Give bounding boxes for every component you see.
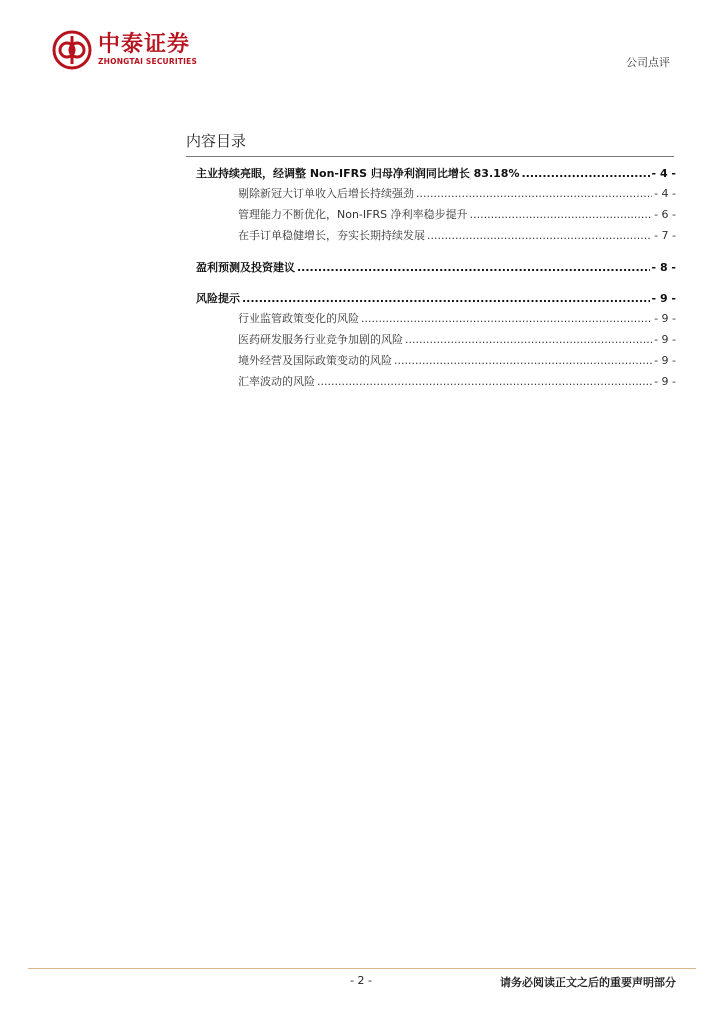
toc-entry-page: - 9 - bbox=[654, 312, 676, 325]
toc-entry-text: 剔除新冠大订单收入后增长持续强劲 bbox=[238, 187, 414, 200]
toc-entry-subsection[interactable] bbox=[196, 331, 676, 352]
report-type-label: 公司点评 bbox=[626, 56, 670, 69]
footer-divider bbox=[28, 968, 696, 969]
toc-entry-text: 医药研发服务行业竞争加剧的风险 bbox=[238, 333, 403, 346]
toc-leader-dots bbox=[361, 312, 652, 325]
toc-entry-text: 盈利预测及投资建议 bbox=[196, 261, 295, 274]
logo-chinese-name: 中泰证券 bbox=[98, 32, 191, 57]
toc-entry-text: 在手订单稳健增长，夯实长期持续发展 bbox=[238, 229, 425, 242]
toc-entry-subsection[interactable] bbox=[196, 185, 676, 206]
toc-entry-text: 主业持续亮眼，经调整 Non-IFRS 归母净利润同比增长 83.18% bbox=[196, 167, 520, 180]
toc-leader-dots bbox=[297, 261, 650, 274]
toc-entry-page: - 9 - bbox=[654, 375, 676, 388]
toc-entry-subsection[interactable] bbox=[196, 352, 676, 373]
toc-entry-page: - 9 - bbox=[651, 292, 676, 305]
company-logo bbox=[52, 30, 197, 70]
toc-leader-dots bbox=[521, 167, 649, 180]
disclaimer-note: 请务必阅读正文之后的重要声明部分 bbox=[500, 976, 676, 989]
toc-entry-text: 行业监管政策变化的风险 bbox=[238, 312, 359, 325]
toc-leader-dots bbox=[416, 187, 652, 200]
toc-entry-page: - 8 - bbox=[651, 261, 676, 274]
toc-entry-subsection[interactable] bbox=[196, 227, 676, 248]
toc-entry-page: - 6 - bbox=[654, 208, 676, 221]
toc-entry-page: - 4 - bbox=[651, 167, 676, 180]
toc-entry-text: 管理能力不断优化，Non-IFRS 净利率稳步提升 bbox=[238, 208, 468, 221]
table-of-contents bbox=[196, 165, 676, 394]
toc-leader-dots bbox=[427, 229, 652, 242]
toc-entry-text: 汇率波动的风险 bbox=[238, 375, 315, 388]
toc-entry-page: - 9 - bbox=[654, 333, 676, 346]
toc-title: 内容目录 bbox=[186, 132, 247, 150]
toc-entry-text: 境外经营及国际政策变动的风险 bbox=[238, 354, 392, 367]
toc-entry-text: 风险提示 bbox=[196, 292, 240, 305]
toc-entry-page: - 4 - bbox=[654, 187, 676, 200]
page-number: - 2 - bbox=[350, 974, 372, 987]
toc-entry-subsection[interactable] bbox=[196, 373, 676, 394]
toc-entry-section[interactable] bbox=[196, 259, 676, 279]
toc-leader-dots bbox=[405, 333, 652, 346]
toc-divider bbox=[186, 156, 674, 157]
toc-leader-dots bbox=[242, 292, 650, 305]
toc-leader-dots bbox=[317, 375, 652, 388]
toc-leader-dots bbox=[470, 208, 652, 221]
toc-leader-dots bbox=[394, 354, 652, 367]
logo-english-name: ZHONGTAI SECURITIES bbox=[98, 57, 198, 66]
toc-entry-subsection[interactable] bbox=[196, 206, 676, 227]
toc-entry-page: - 9 - bbox=[654, 354, 676, 367]
toc-entry-page: - 7 - bbox=[654, 229, 676, 242]
toc-entry-section[interactable] bbox=[196, 165, 676, 185]
toc-entry-subsection[interactable] bbox=[196, 310, 676, 331]
zhongtai-logo-icon bbox=[52, 30, 92, 70]
toc-entry-section[interactable] bbox=[196, 290, 676, 310]
